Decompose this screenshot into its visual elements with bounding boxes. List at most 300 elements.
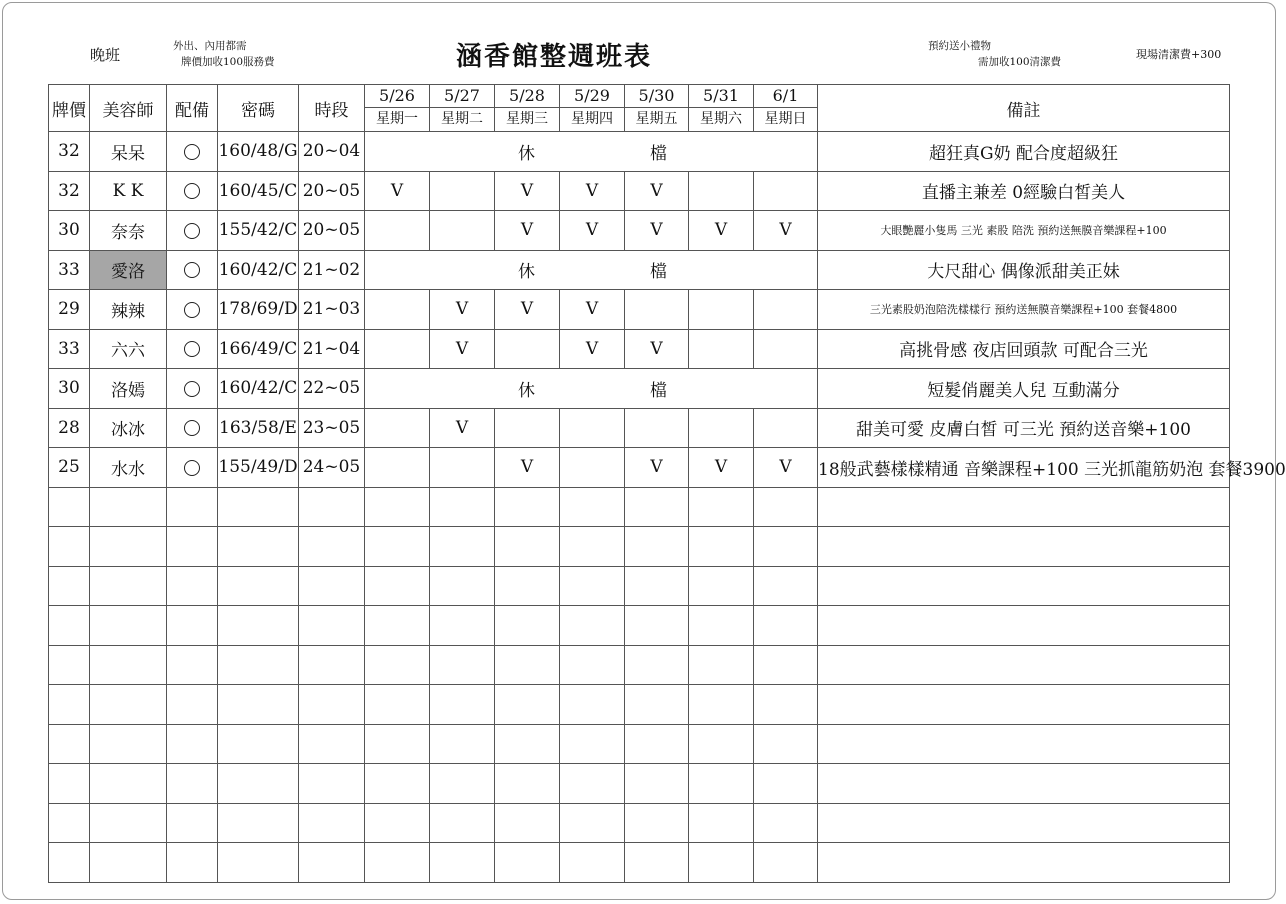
day-mark-cell <box>625 211 689 251</box>
empty-cell <box>167 606 218 646</box>
day-mark-cell <box>560 448 625 488</box>
col-header-date: 5/31 <box>689 85 754 108</box>
empty-cell <box>625 566 689 606</box>
rest-label: 休 <box>518 380 535 401</box>
empty-row <box>49 724 1230 764</box>
weekly-schedule-table <box>48 84 1286 883</box>
empty-cell <box>689 645 754 685</box>
day-mark-cell <box>560 408 625 448</box>
check-mark: V <box>779 457 792 478</box>
rest-label: 檔 <box>650 143 667 164</box>
day-mark-cell <box>495 290 560 330</box>
empty-cell <box>689 487 754 527</box>
day-mark-cell <box>689 290 754 330</box>
empty-cell <box>625 606 689 646</box>
gift-note-line1: 預約送小禮物 <box>928 40 991 52</box>
code-cell: 178/69/D <box>218 290 299 330</box>
price-cell: 30 <box>49 211 90 251</box>
empty-cell <box>430 803 495 843</box>
table-row <box>49 211 1230 251</box>
time-cell: 21~02 <box>299 250 365 290</box>
check-mark: V <box>585 299 599 320</box>
day-mark-cell <box>560 211 625 251</box>
empty-cell <box>495 764 560 804</box>
empty-row <box>49 764 1230 804</box>
rest-label: 檔 <box>650 262 667 283</box>
remark-cell: 超狂真G奶 配合度超級狂 <box>818 132 1230 172</box>
empty-cell <box>560 843 625 883</box>
circle-icon <box>184 420 200 436</box>
table-row <box>49 290 1230 330</box>
shift-label: 晚班 <box>90 46 121 64</box>
price-cell: 33 <box>49 329 90 369</box>
check-mark: V <box>650 220 663 241</box>
col-header-remarks: 備註 <box>818 85 1230 132</box>
empty-cell <box>495 724 560 764</box>
rest-cell <box>365 369 818 409</box>
empty-cell <box>625 487 689 527</box>
empty-cell <box>560 487 625 527</box>
empty-cell <box>689 685 754 725</box>
day-mark-cell <box>365 211 430 251</box>
day-mark-cell <box>560 290 625 330</box>
check-mark: V <box>585 338 599 359</box>
day-mark-cell <box>625 329 689 369</box>
time-cell: 22~05 <box>299 369 365 409</box>
day-mark-cell <box>754 448 818 488</box>
empty-cell <box>495 566 560 606</box>
empty-cell <box>90 685 167 725</box>
empty-cell <box>560 527 625 567</box>
stylist-name-cell: 六六 <box>90 329 167 369</box>
empty-cell <box>754 685 818 725</box>
code-cell: 155/49/D <box>218 448 299 488</box>
empty-cell <box>689 764 754 804</box>
col-header-weekday: 星期四 <box>560 108 625 132</box>
empty-cell <box>299 566 365 606</box>
empty-cell <box>625 803 689 843</box>
empty-cell <box>495 843 560 883</box>
col-header-weekday: 星期六 <box>689 108 754 132</box>
rest-label: 休 <box>518 262 535 283</box>
price-cell: 25 <box>49 448 90 488</box>
col-header-date: 5/28 <box>495 85 560 108</box>
service-fee-note-line2: 牌價加收100服務費 <box>181 56 275 68</box>
empty-cell <box>299 724 365 764</box>
table-row <box>49 250 1230 290</box>
check-mark: V <box>714 220 728 241</box>
empty-cell <box>365 645 430 685</box>
col-header-price: 牌價 <box>49 85 90 132</box>
col-header-time: 時段 <box>299 85 365 132</box>
remark-cell: 直播主兼差 0經驗白皙美人 <box>818 171 1230 211</box>
empty-cell <box>365 606 430 646</box>
day-mark-cell <box>754 329 818 369</box>
table-row <box>49 329 1230 369</box>
empty-cell <box>430 764 495 804</box>
empty-cell <box>560 606 625 646</box>
empty-cell <box>365 764 430 804</box>
day-mark-cell <box>495 408 560 448</box>
empty-row <box>49 803 1230 843</box>
remark-cell: 大眼艷麗小隻馬 三光 素股 陪洗 預約送無膜音樂課程+100 <box>818 211 1230 251</box>
check-mark: V <box>585 180 599 201</box>
empty-cell <box>754 645 818 685</box>
empty-cell <box>430 724 495 764</box>
stylist-name-cell: 奈奈 <box>90 211 167 251</box>
col-header-weekday: 星期五 <box>625 108 689 132</box>
day-mark-cell <box>430 171 495 211</box>
empty-cell <box>49 487 90 527</box>
table-row <box>49 171 1230 211</box>
code-cell: 160/45/C <box>218 171 299 211</box>
empty-cell <box>365 803 430 843</box>
empty-cell <box>495 606 560 646</box>
day-mark-cell <box>365 290 430 330</box>
empty-cell <box>167 566 218 606</box>
empty-cell <box>689 566 754 606</box>
check-mark: V <box>520 180 534 201</box>
equip-cell <box>167 329 218 369</box>
empty-row <box>49 645 1230 685</box>
code-cell: 160/48/G <box>218 132 299 172</box>
empty-cell <box>495 803 560 843</box>
col-header-weekday: 星期三 <box>495 108 560 132</box>
empty-cell <box>90 645 167 685</box>
empty-cell <box>754 487 818 527</box>
check-mark: V <box>520 220 534 241</box>
remark-cell: 三光素股奶泡陪洗樣樣行 預約送無膜音樂課程+100 套餐4800 <box>818 290 1230 330</box>
day-mark-cell <box>689 408 754 448</box>
empty-cell <box>560 724 625 764</box>
stylist-name-cell: 冰冰 <box>90 408 167 448</box>
time-cell: 20~05 <box>299 211 365 251</box>
table-row <box>49 408 1230 448</box>
empty-cell <box>754 527 818 567</box>
check-mark: V <box>650 180 663 201</box>
time-cell: 23~05 <box>299 408 365 448</box>
price-cell: 29 <box>49 290 90 330</box>
empty-cell <box>365 724 430 764</box>
empty-cell <box>495 645 560 685</box>
empty-cell <box>818 843 1230 883</box>
col-header-weekday: 星期二 <box>430 108 495 132</box>
empty-cell <box>495 487 560 527</box>
day-mark-cell <box>365 448 430 488</box>
check-mark: V <box>455 338 469 359</box>
empty-cell <box>430 645 495 685</box>
remark-cell: 高挑骨感 夜店回頭款 可配合三光 <box>818 329 1230 369</box>
empty-cell <box>90 566 167 606</box>
col-header-date: 6/1 <box>754 85 818 108</box>
empty-cell <box>754 764 818 804</box>
table-row <box>49 132 1230 172</box>
empty-cell <box>754 566 818 606</box>
empty-cell <box>818 645 1230 685</box>
day-mark-cell <box>430 290 495 330</box>
empty-cell <box>365 487 430 527</box>
code-cell: 155/42/C <box>218 211 299 251</box>
stylist-name-cell: K K <box>90 171 167 211</box>
col-header-stylist: 美容師 <box>90 85 167 132</box>
code-cell: 163/58/E <box>218 408 299 448</box>
empty-cell <box>299 803 365 843</box>
circle-icon <box>184 302 200 318</box>
empty-cell <box>167 645 218 685</box>
empty-cell <box>560 803 625 843</box>
col-header-date: 5/26 <box>365 85 430 108</box>
empty-cell <box>818 566 1230 606</box>
equip-cell <box>167 132 218 172</box>
stylist-name-cell: 愛洛 <box>90 250 167 290</box>
check-mark: V <box>585 220 599 241</box>
day-mark-cell <box>430 329 495 369</box>
rest-label: 檔 <box>650 380 667 401</box>
empty-cell <box>49 566 90 606</box>
stylist-name-cell: 水水 <box>90 448 167 488</box>
col-header-code: 密碼 <box>218 85 299 132</box>
circle-icon <box>184 223 200 239</box>
empty-cell <box>49 843 90 883</box>
time-cell: 24~05 <box>299 448 365 488</box>
empty-cell <box>218 685 299 725</box>
empty-cell <box>818 487 1230 527</box>
day-mark-cell <box>689 329 754 369</box>
equip-cell <box>167 369 218 409</box>
empty-cell <box>90 487 167 527</box>
empty-cell <box>49 606 90 646</box>
empty-cell <box>167 527 218 567</box>
day-mark-cell <box>689 171 754 211</box>
empty-cell <box>90 803 167 843</box>
day-mark-cell <box>560 171 625 211</box>
empty-row <box>49 527 1230 567</box>
rest-label-group <box>365 376 817 401</box>
time-cell: 20~04 <box>299 132 365 172</box>
empty-cell <box>49 645 90 685</box>
check-mark: V <box>650 457 663 478</box>
day-mark-cell <box>625 448 689 488</box>
empty-cell <box>689 724 754 764</box>
cleaning-fee-note: 現場清潔費+300 <box>1136 48 1222 61</box>
day-mark-cell <box>365 171 430 211</box>
table-row <box>49 448 1230 488</box>
empty-row <box>49 843 1230 883</box>
empty-cell <box>218 724 299 764</box>
remark-cell: 甜美可愛 皮膚白皙 可三光 預約送音樂+100 <box>818 408 1230 448</box>
col-header-equip: 配備 <box>167 85 218 132</box>
empty-cell <box>49 685 90 725</box>
empty-cell <box>625 685 689 725</box>
empty-cell <box>299 645 365 685</box>
rest-label-group <box>365 257 817 282</box>
empty-cell <box>167 487 218 527</box>
empty-cell <box>625 645 689 685</box>
code-cell: 160/42/C <box>218 250 299 290</box>
table-row <box>49 369 1230 409</box>
empty-cell <box>430 487 495 527</box>
equip-cell <box>167 171 218 211</box>
check-mark: V <box>650 338 663 359</box>
price-cell: 33 <box>49 250 90 290</box>
empty-cell <box>365 685 430 725</box>
rest-cell <box>365 250 818 290</box>
check-mark: V <box>455 417 469 438</box>
equip-cell <box>167 448 218 488</box>
empty-cell <box>299 606 365 646</box>
empty-cell <box>818 527 1230 567</box>
circle-icon <box>184 460 200 476</box>
empty-cell <box>495 527 560 567</box>
empty-cell <box>299 764 365 804</box>
day-mark-cell <box>625 290 689 330</box>
empty-cell <box>299 843 365 883</box>
empty-cell <box>365 527 430 567</box>
equip-cell <box>167 408 218 448</box>
col-header-weekday: 星期日 <box>754 108 818 132</box>
circle-icon <box>184 183 200 199</box>
empty-cell <box>299 527 365 567</box>
day-mark-cell <box>430 211 495 251</box>
price-cell: 30 <box>49 369 90 409</box>
empty-cell <box>365 566 430 606</box>
empty-cell <box>49 527 90 567</box>
time-cell: 21~04 <box>299 329 365 369</box>
empty-cell <box>218 803 299 843</box>
code-cell: 160/42/C <box>218 369 299 409</box>
circle-icon <box>184 341 200 357</box>
empty-cell <box>754 803 818 843</box>
circle-icon <box>184 262 200 278</box>
empty-cell <box>49 724 90 764</box>
empty-cell <box>754 724 818 764</box>
empty-row <box>49 487 1230 527</box>
day-mark-cell <box>625 408 689 448</box>
empty-cell <box>49 803 90 843</box>
day-mark-cell <box>365 329 430 369</box>
empty-row <box>49 566 1230 606</box>
check-mark: V <box>390 180 404 201</box>
empty-cell <box>218 487 299 527</box>
empty-cell <box>167 685 218 725</box>
empty-cell <box>365 843 430 883</box>
schedule-body <box>49 132 1286 883</box>
price-cell: 32 <box>49 132 90 172</box>
empty-cell <box>625 527 689 567</box>
empty-cell <box>90 843 167 883</box>
empty-cell <box>625 764 689 804</box>
day-mark-cell <box>495 211 560 251</box>
empty-cell <box>689 606 754 646</box>
day-mark-cell <box>754 408 818 448</box>
empty-cell <box>90 606 167 646</box>
empty-cell <box>167 803 218 843</box>
empty-cell <box>754 606 818 646</box>
check-mark: V <box>455 299 469 320</box>
empty-cell <box>167 764 218 804</box>
empty-cell <box>560 685 625 725</box>
day-mark-cell <box>365 408 430 448</box>
equip-cell <box>167 211 218 251</box>
empty-cell <box>218 645 299 685</box>
empty-cell <box>49 764 90 804</box>
stylist-name-cell: 辣辣 <box>90 290 167 330</box>
day-mark-cell <box>689 211 754 251</box>
empty-cell <box>90 724 167 764</box>
gift-note-line2: 需加收100清潔費 <box>978 56 1062 68</box>
empty-cell <box>430 843 495 883</box>
equip-cell <box>167 290 218 330</box>
empty-cell <box>90 527 167 567</box>
check-mark: V <box>520 299 534 320</box>
col-header-weekday: 星期一 <box>365 108 430 132</box>
col-header-date: 5/30 <box>625 85 689 108</box>
empty-cell <box>495 685 560 725</box>
service-fee-note-line1: 外出、內用都需 <box>173 40 247 52</box>
col-header-date: 5/27 <box>430 85 495 108</box>
empty-cell <box>167 843 218 883</box>
empty-cell <box>818 606 1230 646</box>
empty-cell <box>560 645 625 685</box>
rest-label-group <box>365 139 817 164</box>
day-mark-cell <box>689 448 754 488</box>
empty-row <box>49 685 1230 725</box>
empty-cell <box>299 487 365 527</box>
day-mark-cell <box>754 211 818 251</box>
empty-cell <box>430 527 495 567</box>
check-mark: V <box>520 457 534 478</box>
empty-cell <box>818 724 1230 764</box>
circle-icon <box>184 381 200 397</box>
empty-cell <box>90 764 167 804</box>
time-cell: 20~05 <box>299 171 365 211</box>
price-cell: 32 <box>49 171 90 211</box>
empty-cell <box>689 527 754 567</box>
price-cell: 28 <box>49 408 90 448</box>
empty-cell <box>218 566 299 606</box>
code-cell: 166/49/C <box>218 329 299 369</box>
equip-cell <box>167 250 218 290</box>
day-mark-cell <box>495 448 560 488</box>
time-cell: 21~03 <box>299 290 365 330</box>
empty-cell <box>689 803 754 843</box>
day-mark-cell <box>754 171 818 211</box>
empty-cell <box>689 843 754 883</box>
empty-cell <box>430 685 495 725</box>
page-title: 涵香館整週班表 <box>456 42 653 72</box>
empty-cell <box>625 843 689 883</box>
empty-cell <box>430 606 495 646</box>
empty-cell <box>218 764 299 804</box>
day-mark-cell <box>495 171 560 211</box>
stylist-name-cell: 呆呆 <box>90 132 167 172</box>
rest-label: 休 <box>518 143 535 164</box>
day-mark-cell <box>495 329 560 369</box>
empty-cell <box>430 566 495 606</box>
remark-cell: 大尺甜心 偶像派甜美正妹 <box>818 250 1230 290</box>
empty-cell <box>560 764 625 804</box>
empty-cell <box>167 724 218 764</box>
day-mark-cell <box>625 171 689 211</box>
empty-cell <box>754 843 818 883</box>
empty-cell <box>218 527 299 567</box>
empty-cell <box>218 843 299 883</box>
check-mark: V <box>779 220 792 241</box>
check-mark: V <box>714 457 728 478</box>
empty-cell <box>218 606 299 646</box>
empty-cell <box>818 803 1230 843</box>
empty-row <box>49 606 1230 646</box>
